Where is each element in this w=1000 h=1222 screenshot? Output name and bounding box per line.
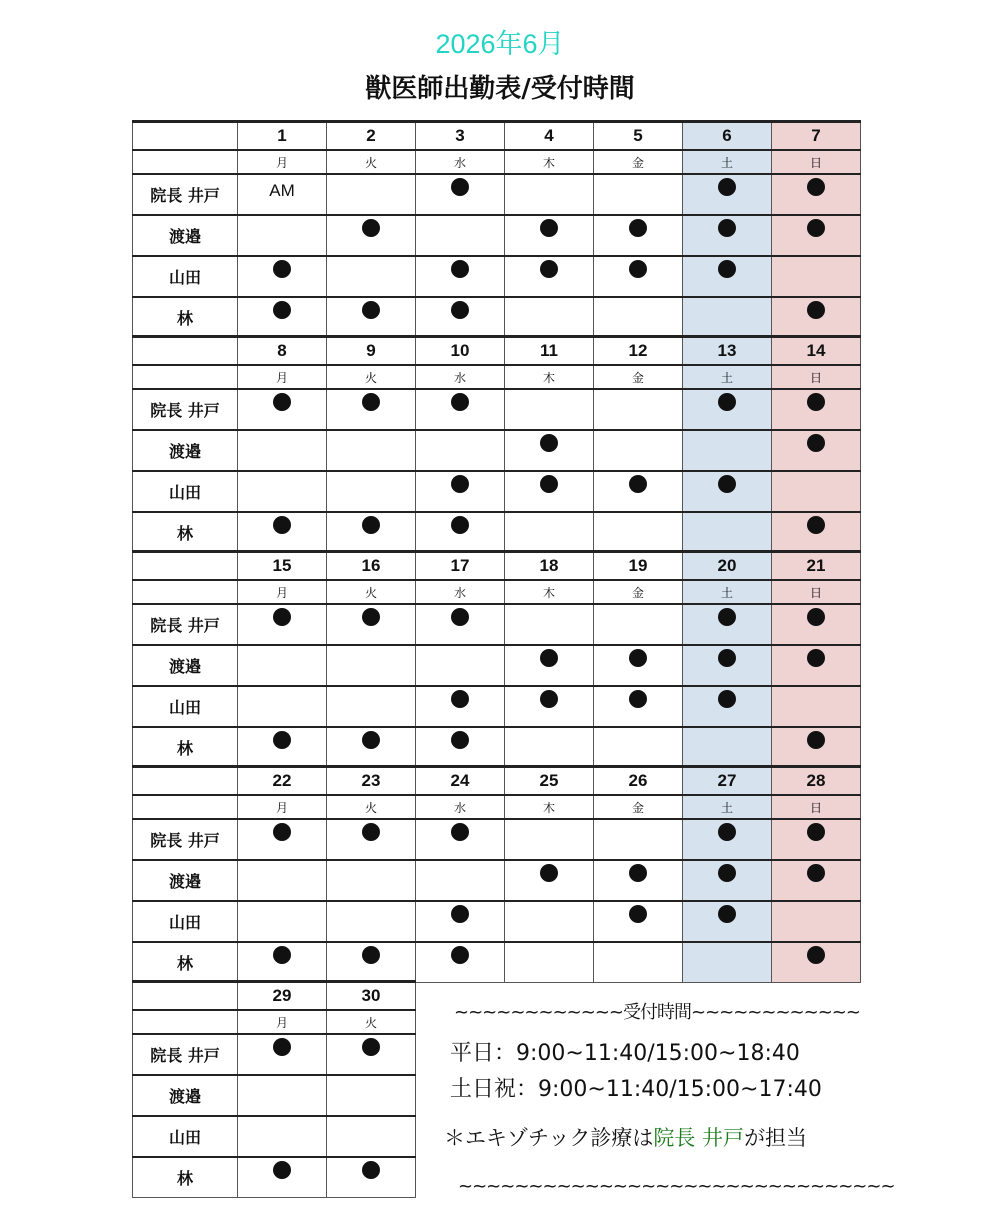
shift-cell bbox=[505, 860, 594, 901]
shift-cell bbox=[505, 215, 594, 256]
corner-cell bbox=[133, 337, 238, 366]
on-duty-dot-icon bbox=[273, 823, 291, 841]
on-duty-dot-icon bbox=[273, 1161, 291, 1179]
shift-cell bbox=[594, 256, 683, 297]
date-cell: 6 bbox=[683, 122, 772, 151]
on-duty-dot-icon bbox=[540, 475, 558, 493]
shift-cell bbox=[594, 860, 683, 901]
doctor-name: 院長 井戸 bbox=[133, 1034, 238, 1075]
shift-cell bbox=[327, 686, 416, 727]
on-duty-dot-icon bbox=[718, 260, 736, 278]
week-table bbox=[132, 120, 861, 338]
on-duty-dot-icon bbox=[273, 731, 291, 749]
date-cell: 8 bbox=[238, 337, 327, 366]
month-heading: 2026年6月 bbox=[435, 29, 565, 59]
week-table bbox=[132, 550, 861, 768]
corner-cell bbox=[133, 767, 238, 796]
shift-cell bbox=[327, 512, 416, 553]
weekday-cell: 月 bbox=[238, 795, 327, 819]
shift-cell bbox=[594, 512, 683, 553]
on-duty-dot-icon bbox=[718, 864, 736, 882]
on-duty-dot-icon bbox=[540, 649, 558, 667]
shift-cell bbox=[772, 727, 861, 768]
on-duty-dot-icon bbox=[807, 864, 825, 882]
weekday-cell: 水 bbox=[416, 795, 505, 819]
on-duty-dot-icon bbox=[451, 178, 469, 196]
shift-cell bbox=[238, 1075, 327, 1116]
weekday-cell: 水 bbox=[416, 580, 505, 604]
shift-cell bbox=[416, 727, 505, 768]
date-cell: 27 bbox=[683, 767, 772, 796]
shift-cell bbox=[772, 389, 861, 430]
weekday-cell: 金 bbox=[594, 795, 683, 819]
shift-cell bbox=[238, 174, 327, 215]
date-cell: 12 bbox=[594, 337, 683, 366]
shift-cell bbox=[772, 942, 861, 983]
doctor-name: 渡邉 bbox=[133, 430, 238, 471]
on-duty-dot-icon bbox=[540, 864, 558, 882]
on-duty-dot-icon bbox=[362, 823, 380, 841]
shift-cell bbox=[594, 174, 683, 215]
shift-cell bbox=[327, 727, 416, 768]
on-duty-dot-icon bbox=[362, 731, 380, 749]
date-cell: 4 bbox=[505, 122, 594, 151]
shift-cell bbox=[327, 860, 416, 901]
date-cell: 30 bbox=[327, 982, 416, 1011]
doctor-name: 渡邉 bbox=[133, 215, 238, 256]
doctor-name: 林 bbox=[133, 512, 238, 553]
on-duty-dot-icon bbox=[718, 690, 736, 708]
date-cell: 16 bbox=[327, 552, 416, 581]
weekday-cell: 日 bbox=[772, 150, 861, 174]
shift-cell bbox=[683, 860, 772, 901]
doctor-name: 山田 bbox=[133, 471, 238, 512]
shift-cell bbox=[416, 819, 505, 860]
on-duty-dot-icon bbox=[807, 178, 825, 196]
shift-cell bbox=[594, 297, 683, 338]
shift-cell bbox=[416, 860, 505, 901]
shift-cell bbox=[594, 645, 683, 686]
weekday-cell: 月 bbox=[238, 1010, 327, 1034]
shift-cell bbox=[683, 174, 772, 215]
shift-cell bbox=[772, 686, 861, 727]
doctor-name: 院長 井戸 bbox=[133, 174, 238, 215]
shift-cell bbox=[683, 942, 772, 983]
weekday-cell: 金 bbox=[594, 150, 683, 174]
corner-cell bbox=[133, 982, 238, 1011]
shift-cell bbox=[505, 604, 594, 645]
shift-cell bbox=[416, 942, 505, 983]
date-cell: 3 bbox=[416, 122, 505, 151]
week-table bbox=[132, 980, 416, 1198]
on-duty-dot-icon bbox=[629, 690, 647, 708]
shift-cell bbox=[327, 1116, 416, 1157]
on-duty-dot-icon bbox=[718, 649, 736, 667]
shift-cell bbox=[505, 686, 594, 727]
week-table bbox=[132, 335, 861, 553]
on-duty-dot-icon bbox=[807, 649, 825, 667]
shift-cell bbox=[505, 645, 594, 686]
doctor-name: 山田 bbox=[133, 1116, 238, 1157]
doctor-name: 山田 bbox=[133, 901, 238, 942]
weekday-cell: 金 bbox=[594, 365, 683, 389]
note-prefix: ＊エキゾチック診療は bbox=[444, 1126, 654, 1150]
shift-cell bbox=[327, 645, 416, 686]
doctor-name: 院長 井戸 bbox=[133, 604, 238, 645]
shift-cell bbox=[327, 1157, 416, 1198]
shift-cell bbox=[594, 215, 683, 256]
on-duty-dot-icon bbox=[362, 1038, 380, 1056]
shift-cell bbox=[238, 1116, 327, 1157]
shift-cell bbox=[416, 901, 505, 942]
doctor-name: 林 bbox=[133, 942, 238, 983]
on-duty-dot-icon bbox=[807, 823, 825, 841]
shift-cell bbox=[238, 686, 327, 727]
shift-cell bbox=[238, 1157, 327, 1198]
shift-cell bbox=[238, 297, 327, 338]
on-duty-dot-icon bbox=[718, 608, 736, 626]
shift-cell bbox=[327, 942, 416, 983]
shift-cell bbox=[505, 471, 594, 512]
weekday-cell: 月 bbox=[238, 365, 327, 389]
on-duty-dot-icon bbox=[718, 905, 736, 923]
shift-cell bbox=[238, 942, 327, 983]
corner-cell bbox=[133, 1010, 238, 1034]
shift-cell bbox=[594, 727, 683, 768]
weekday-cell: 水 bbox=[416, 150, 505, 174]
shift-cell bbox=[327, 819, 416, 860]
on-duty-dot-icon bbox=[629, 905, 647, 923]
weekday-cell: 土 bbox=[683, 365, 772, 389]
doctor-name: 林 bbox=[133, 727, 238, 768]
shift-cell bbox=[327, 901, 416, 942]
on-duty-dot-icon bbox=[273, 1038, 291, 1056]
on-duty-dot-icon bbox=[718, 178, 736, 196]
shift-cell bbox=[416, 215, 505, 256]
doctor-name: 山田 bbox=[133, 686, 238, 727]
on-duty-dot-icon bbox=[718, 475, 736, 493]
doctor-name: 林 bbox=[133, 1157, 238, 1198]
weekday-cell: 月 bbox=[238, 150, 327, 174]
date-cell: 1 bbox=[238, 122, 327, 151]
shift-cell bbox=[594, 430, 683, 471]
on-duty-dot-icon bbox=[451, 475, 469, 493]
on-duty-dot-icon bbox=[807, 434, 825, 452]
shift-cell bbox=[238, 604, 327, 645]
date-cell: 19 bbox=[594, 552, 683, 581]
shift-cell bbox=[416, 256, 505, 297]
shift-cell bbox=[238, 860, 327, 901]
on-duty-dot-icon bbox=[451, 608, 469, 626]
date-cell: 21 bbox=[772, 552, 861, 581]
shift-cell bbox=[772, 860, 861, 901]
weekday-cell: 金 bbox=[594, 580, 683, 604]
shift-cell bbox=[238, 727, 327, 768]
on-duty-dot-icon bbox=[629, 260, 647, 278]
on-duty-dot-icon bbox=[273, 301, 291, 319]
on-duty-dot-icon bbox=[451, 731, 469, 749]
weekend-hours: 土日祝：9:00~11:40/15:00~17:40 bbox=[450, 1077, 822, 1102]
date-cell: 20 bbox=[683, 552, 772, 581]
doctor-name: 院長 井戸 bbox=[133, 819, 238, 860]
shift-cell bbox=[505, 512, 594, 553]
on-duty-dot-icon bbox=[540, 219, 558, 237]
date-cell: 7 bbox=[772, 122, 861, 151]
shift-cell bbox=[772, 901, 861, 942]
shift-cell bbox=[238, 471, 327, 512]
weekday-cell: 日 bbox=[772, 365, 861, 389]
shift-cell bbox=[772, 604, 861, 645]
on-duty-dot-icon bbox=[540, 260, 558, 278]
weekday-cell: 土 bbox=[683, 795, 772, 819]
weekday-cell: 月 bbox=[238, 580, 327, 604]
date-cell: 24 bbox=[416, 767, 505, 796]
date-cell: 10 bbox=[416, 337, 505, 366]
on-duty-dot-icon bbox=[807, 301, 825, 319]
shift-cell bbox=[416, 686, 505, 727]
shift-cell bbox=[772, 430, 861, 471]
shift-cell bbox=[772, 512, 861, 553]
on-duty-dot-icon bbox=[451, 393, 469, 411]
weekday-cell: 火 bbox=[327, 580, 416, 604]
shift-cell bbox=[683, 901, 772, 942]
hours-footer: ~~~~~~~~~~~~~~~~~~~~~~~~~~~~~~~ bbox=[458, 1176, 895, 1197]
shift-cell bbox=[416, 471, 505, 512]
doctor-name: 院長 井戸 bbox=[133, 389, 238, 430]
exotic-note bbox=[444, 1122, 807, 1152]
on-duty-dot-icon bbox=[807, 731, 825, 749]
corner-cell bbox=[133, 150, 238, 174]
shift-cell bbox=[683, 645, 772, 686]
on-duty-dot-icon bbox=[451, 905, 469, 923]
on-duty-dot-icon bbox=[629, 475, 647, 493]
on-duty-dot-icon bbox=[540, 690, 558, 708]
shift-cell bbox=[327, 430, 416, 471]
on-duty-dot-icon bbox=[362, 946, 380, 964]
weekday-cell: 火 bbox=[327, 1010, 416, 1034]
note-highlight: 院長 井戸 bbox=[653, 1126, 745, 1150]
date-cell: 25 bbox=[505, 767, 594, 796]
date-cell: 17 bbox=[416, 552, 505, 581]
shift-cell bbox=[416, 297, 505, 338]
on-duty-dot-icon bbox=[807, 516, 825, 534]
on-duty-dot-icon bbox=[362, 1161, 380, 1179]
shift-cell bbox=[416, 389, 505, 430]
shift-cell bbox=[683, 471, 772, 512]
shift-cell bbox=[505, 727, 594, 768]
date-cell: 11 bbox=[505, 337, 594, 366]
shift-cell bbox=[505, 297, 594, 338]
hours-header: ~~~~~~~~~~~~受付時間~~~~~~~~~~~~ bbox=[454, 1002, 860, 1023]
weekday-cell: 火 bbox=[327, 365, 416, 389]
weekday-cell: 火 bbox=[327, 795, 416, 819]
weekday-cell: 火 bbox=[327, 150, 416, 174]
shift-cell bbox=[505, 819, 594, 860]
date-cell: 13 bbox=[683, 337, 772, 366]
on-duty-dot-icon bbox=[273, 946, 291, 964]
date-cell: 9 bbox=[327, 337, 416, 366]
doctor-name: 渡邉 bbox=[133, 860, 238, 901]
shift-cell bbox=[327, 1075, 416, 1116]
on-duty-dot-icon bbox=[540, 434, 558, 452]
shift-cell bbox=[238, 430, 327, 471]
shift-cell bbox=[683, 256, 772, 297]
shift-cell bbox=[238, 819, 327, 860]
date-cell: 14 bbox=[772, 337, 861, 366]
weekday-cell: 木 bbox=[505, 365, 594, 389]
on-duty-dot-icon bbox=[273, 393, 291, 411]
shift-cell bbox=[238, 389, 327, 430]
shift-cell bbox=[683, 604, 772, 645]
on-duty-dot-icon bbox=[362, 393, 380, 411]
weekday-hours: 平日：9:00~11:40/15:00~18:40 bbox=[450, 1041, 800, 1066]
weekday-cell: 木 bbox=[505, 580, 594, 604]
date-cell: 23 bbox=[327, 767, 416, 796]
am-label: AM bbox=[269, 180, 295, 200]
shift-cell bbox=[683, 512, 772, 553]
weekday-cell: 木 bbox=[505, 150, 594, 174]
on-duty-dot-icon bbox=[273, 260, 291, 278]
shift-cell bbox=[327, 604, 416, 645]
shift-cell bbox=[327, 256, 416, 297]
shift-cell bbox=[238, 901, 327, 942]
weekday-cell: 日 bbox=[772, 580, 861, 604]
on-duty-dot-icon bbox=[629, 864, 647, 882]
date-cell: 29 bbox=[238, 982, 327, 1011]
corner-cell bbox=[133, 580, 238, 604]
shift-cell bbox=[683, 215, 772, 256]
shift-cell bbox=[327, 389, 416, 430]
shift-cell bbox=[416, 174, 505, 215]
on-duty-dot-icon bbox=[807, 608, 825, 626]
doctor-name: 渡邉 bbox=[133, 645, 238, 686]
date-cell: 2 bbox=[327, 122, 416, 151]
shift-cell bbox=[238, 1034, 327, 1075]
shift-cell bbox=[772, 819, 861, 860]
shift-cell bbox=[594, 471, 683, 512]
corner-cell bbox=[133, 552, 238, 581]
date-cell: 28 bbox=[772, 767, 861, 796]
on-duty-dot-icon bbox=[451, 690, 469, 708]
shift-cell bbox=[505, 942, 594, 983]
on-duty-dot-icon bbox=[362, 219, 380, 237]
on-duty-dot-icon bbox=[718, 219, 736, 237]
doctor-name: 林 bbox=[133, 297, 238, 338]
note-suffix: が担当 bbox=[744, 1126, 808, 1150]
shift-cell bbox=[327, 471, 416, 512]
corner-cell bbox=[133, 365, 238, 389]
shift-cell bbox=[416, 604, 505, 645]
shift-cell bbox=[505, 901, 594, 942]
on-duty-dot-icon bbox=[273, 608, 291, 626]
shift-cell bbox=[594, 819, 683, 860]
shift-cell bbox=[772, 297, 861, 338]
shift-cell bbox=[505, 174, 594, 215]
weekday-cell: 木 bbox=[505, 795, 594, 819]
date-cell: 22 bbox=[238, 767, 327, 796]
shift-cell bbox=[594, 389, 683, 430]
on-duty-dot-icon bbox=[362, 301, 380, 319]
on-duty-dot-icon bbox=[362, 516, 380, 534]
shift-cell bbox=[594, 604, 683, 645]
shift-cell bbox=[594, 901, 683, 942]
on-duty-dot-icon bbox=[451, 301, 469, 319]
shift-cell bbox=[772, 471, 861, 512]
date-cell: 18 bbox=[505, 552, 594, 581]
corner-cell bbox=[133, 795, 238, 819]
shift-cell bbox=[505, 256, 594, 297]
date-cell: 15 bbox=[238, 552, 327, 581]
shift-cell bbox=[683, 727, 772, 768]
shift-cell bbox=[416, 512, 505, 553]
on-duty-dot-icon bbox=[807, 393, 825, 411]
on-duty-dot-icon bbox=[362, 608, 380, 626]
on-duty-dot-icon bbox=[718, 393, 736, 411]
shift-cell bbox=[327, 215, 416, 256]
on-duty-dot-icon bbox=[451, 946, 469, 964]
date-cell: 5 bbox=[594, 122, 683, 151]
page-title: 獣医師出勤表/受付時間 bbox=[365, 74, 635, 104]
on-duty-dot-icon bbox=[451, 260, 469, 278]
weekday-cell: 水 bbox=[416, 365, 505, 389]
shift-cell bbox=[416, 645, 505, 686]
shift-cell bbox=[594, 942, 683, 983]
shift-cell bbox=[238, 256, 327, 297]
shift-cell bbox=[683, 389, 772, 430]
shift-cell bbox=[594, 686, 683, 727]
on-duty-dot-icon bbox=[451, 823, 469, 841]
corner-cell bbox=[133, 122, 238, 151]
on-duty-dot-icon bbox=[451, 516, 469, 534]
on-duty-dot-icon bbox=[273, 516, 291, 534]
week-table bbox=[132, 765, 861, 983]
date-cell: 26 bbox=[594, 767, 683, 796]
doctor-name: 渡邉 bbox=[133, 1075, 238, 1116]
shift-cell bbox=[416, 430, 505, 471]
on-duty-dot-icon bbox=[807, 219, 825, 237]
shift-cell bbox=[772, 215, 861, 256]
shift-cell bbox=[683, 297, 772, 338]
weekday-cell: 日 bbox=[772, 795, 861, 819]
weekday-cell: 土 bbox=[683, 580, 772, 604]
shift-cell bbox=[683, 819, 772, 860]
shift-cell bbox=[327, 1034, 416, 1075]
shift-cell bbox=[327, 174, 416, 215]
on-duty-dot-icon bbox=[718, 823, 736, 841]
shift-cell bbox=[238, 645, 327, 686]
shift-cell bbox=[238, 512, 327, 553]
on-duty-dot-icon bbox=[629, 219, 647, 237]
shift-cell bbox=[772, 645, 861, 686]
shift-cell bbox=[772, 256, 861, 297]
shift-cell bbox=[772, 174, 861, 215]
doctor-name: 山田 bbox=[133, 256, 238, 297]
shift-cell bbox=[327, 297, 416, 338]
shift-cell bbox=[238, 215, 327, 256]
shift-cell bbox=[683, 686, 772, 727]
shift-cell bbox=[505, 389, 594, 430]
on-duty-dot-icon bbox=[807, 946, 825, 964]
on-duty-dot-icon bbox=[629, 649, 647, 667]
shift-cell bbox=[683, 430, 772, 471]
weekday-cell: 土 bbox=[683, 150, 772, 174]
shift-cell bbox=[505, 430, 594, 471]
